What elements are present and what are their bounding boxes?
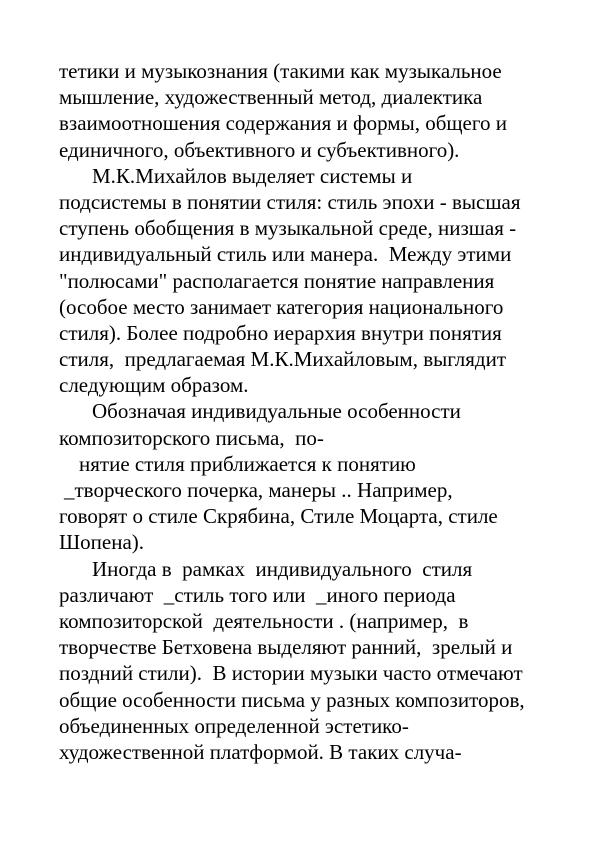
body-text <box>59 58 559 765</box>
text-line: следующим образом. <box>59 373 249 398</box>
text-line: подсистемы в понятии стиля: стиль эпохи - высшая <box>59 189 521 214</box>
text-line: художественной платформой. В таких случа- <box>59 739 462 764</box>
text-line: композиторской деятельности . (например, в <box>59 608 469 633</box>
text-line: единичного, объективного и субъективного). <box>59 137 460 162</box>
text-line: Шопена). <box>59 530 145 555</box>
text-line: композиторского письма, по- <box>59 425 324 450</box>
text-line: говорят о стиле Скрябина, Стиле Моцарта, стиле <box>59 504 498 529</box>
text-line: взаимоотношения содержания и формы, общего и <box>59 111 507 136</box>
text-line: стиля). Более подробно иерархия внутри понятия <box>59 320 502 345</box>
text-line: нятие стиля приближается к понятию <box>79 451 416 476</box>
text-line: творчестве Бетховена выделяют ранний, зрелый и <box>59 635 513 660</box>
text-line: поздний стили). В истории музыки часто отмечают <box>59 661 523 686</box>
text-line: объединенных определенной эстетико- <box>59 713 409 738</box>
text-line: _творческого почерка, манеры .. Например, <box>64 478 453 502</box>
text-line: стиля, предлагаемая М.К.Михайловым, выглядит <box>59 347 506 372</box>
text-line: общие особенности письма у разных композиторов, <box>59 687 525 712</box>
text-line: "полюсами" располагается понятие направления <box>59 268 495 293</box>
text-line: индивидуальный стиль или манера. Между этими <box>59 242 512 267</box>
text-line: различают _стиль того или _иного периода <box>59 582 456 607</box>
text-line: ступень обобщения в музыкальной среде, низшая - <box>59 216 517 241</box>
paragraph-start-line: Иногда в рамках индивидуального стиля <box>92 556 473 581</box>
text-line: (особое место занимает категория национального <box>59 294 504 319</box>
text-line: мышление, художественный метод, диалектика <box>59 85 483 110</box>
text-line: тетики и музыкознания (такими как музыкальное <box>59 59 502 83</box>
paragraph-start-line: Обозначая индивидуальные особенности <box>92 399 461 424</box>
paragraph-start-line: М.К.Михайлов выделяет системы и <box>92 163 413 188</box>
